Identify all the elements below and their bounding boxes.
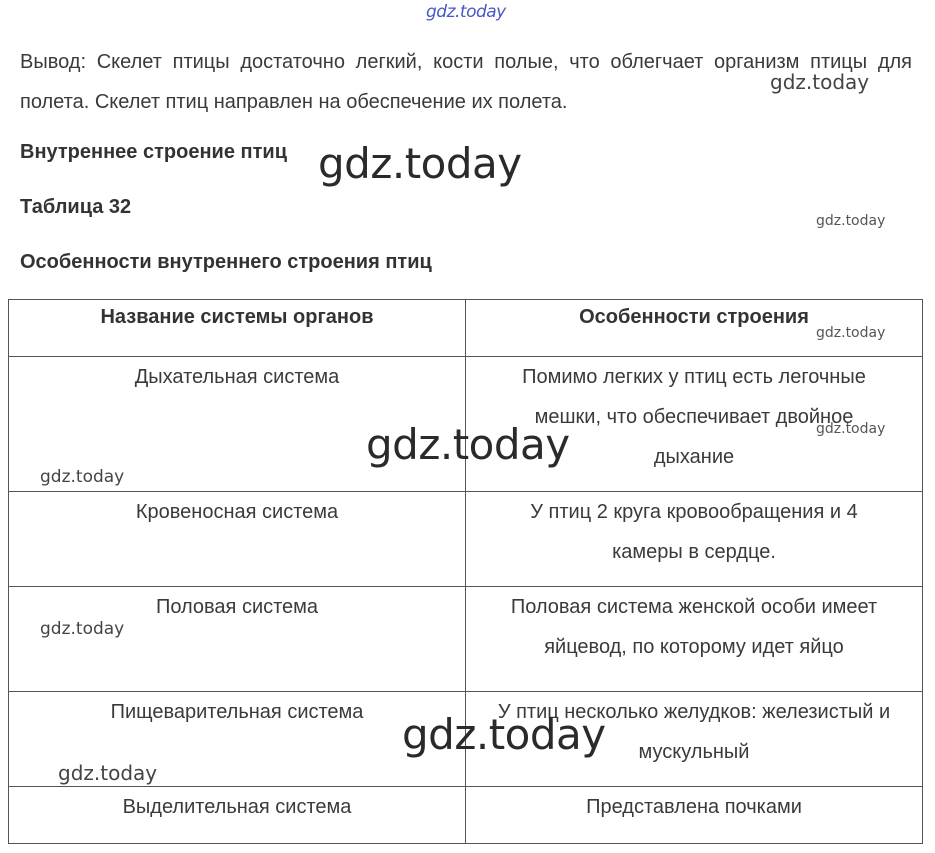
features-cell: Помимо легких у птиц есть легочные мешки, что обеспечивает двойное дыхание <box>466 357 923 492</box>
features-cell: У птиц несколько желудков: железистый и мускульный <box>466 692 923 787</box>
watermark-text: gdz.today <box>816 421 886 437</box>
watermark-text: gdz.today <box>816 213 886 229</box>
watermark-text: gdz.today <box>40 619 125 639</box>
features-cell: У птиц 2 круга кровообращения и 4 камеры в сердце. <box>466 492 923 587</box>
system-name-cell: Выделительная система <box>9 787 466 844</box>
features-cell: Представлена почками <box>466 787 923 844</box>
section-title: Внутреннее строение птиц <box>20 141 287 163</box>
watermark-text: gdz.today <box>426 2 506 22</box>
table-row <box>9 587 923 692</box>
table-row <box>9 787 923 844</box>
watermark-text: gdz.today <box>366 420 570 469</box>
table-number: Таблица 32 <box>20 196 132 218</box>
table-title: Особенности внутреннего строения птиц <box>20 251 432 273</box>
system-name-cell: Пищеварительная система <box>9 692 466 787</box>
header-system-name: Название системы органов <box>9 300 466 357</box>
watermark-text: gdz.today <box>770 70 870 94</box>
features-cell: Половая система женской особи имеет яйцевод, по которому идет яйцо <box>466 587 923 692</box>
watermark-text: gdz.today <box>58 761 158 785</box>
watermark-text: gdz.today <box>318 139 522 188</box>
table-row <box>9 492 923 587</box>
system-name-cell: Дыхательная система <box>9 357 466 492</box>
system-name-cell: Половая система <box>9 587 466 692</box>
watermark-text: gdz.today <box>40 467 125 487</box>
header-structure-features: Особенности строения <box>466 300 923 357</box>
system-name-cell: Кровеносная система <box>9 492 466 587</box>
conclusion-paragraph: Вывод: Скелет птицы достаточно легкий, кости полые, что облегчает организм птицы для полета. Скелет птиц направлен на обеспечение их полета. <box>20 51 912 113</box>
table-header-row <box>9 300 923 357</box>
watermark-text: gdz.today <box>402 710 606 759</box>
watermark-text: gdz.today <box>816 325 886 341</box>
